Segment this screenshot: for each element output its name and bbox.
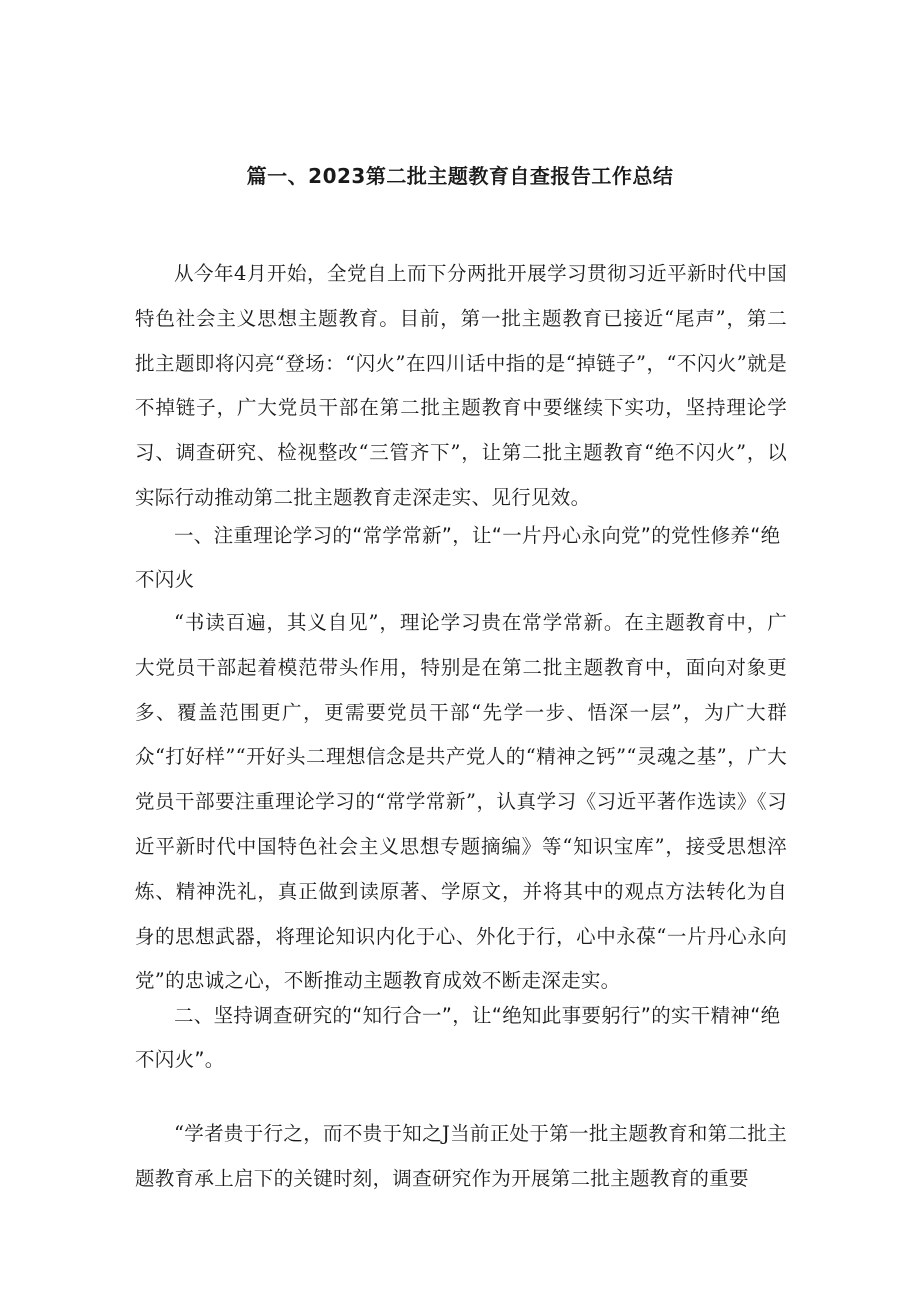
section-heading-1: 一、注重理论学习的“常学常新”，让“一片丹心永向党”的党性修养“绝不闪火 [135, 524, 781, 591]
paragraph-section-2: “学者贵于行之，而不贵于知之J当前正处于第一批主题教育和第二批主题教育承上启下的关键时刻，调查研究作为开展第二批主题教育的重要 [135, 1122, 787, 1190]
section-heading-2: 二、坚持调查研究的“知行合一”，让“绝知此事要躬行”的实干精神“绝不闪火”。 [135, 1004, 781, 1071]
document-title: 篇一、2023第二批主题教育自查报告工作总结 [246, 164, 674, 188]
paragraph-intro: 从今年4月开始，全党自上而下分两批开展学习贯彻习近平新时代中国特色社会主义思想主题教育。目前，第一批主题教育已接近“尾声”，第二批主题即将闪亮“登场：“闪火”在四川话中指的是“掉链子”，“不闪火”就是不掉链子，广大党员干部在第二批主题教育中要继续下实功，坚持理论学习、调查研究、检视整改“三管齐下”，让第二批主题教育“绝不闪火”，以实际行动推动第二批主题教育走深走实、见行见效。 [135, 262, 787, 509]
paragraph-section-1: “书读百遍，其义自见”，理论学习贵在常学常新。在主题教育中，广大党员干部起着模范带头作用，特别是在第二批主题教育中，面向对象更多、覆盖范围更广，更需要党员干部“先学一步、悟深一层”，为广大群众“打好样”“开好头二理想信念是共产党人的“精神之钙”“灵魂之基”，广大党员干部要注重理论学习的“常学常新”，认真学习《习近平著作选读》《习近平新时代中国特色社会主义思想专题摘编》等“知识宝库”，接受思想淬炼、精神洗礼，真正做到读原著、学原文，并将其中的观点方法转化为自身的思想武器，将理论知识内化于心、外化于行，心中永葆“一片丹心永向党”的忠诚之心，不断推动主题教育成效不断走深走实。 [135, 611, 787, 993]
